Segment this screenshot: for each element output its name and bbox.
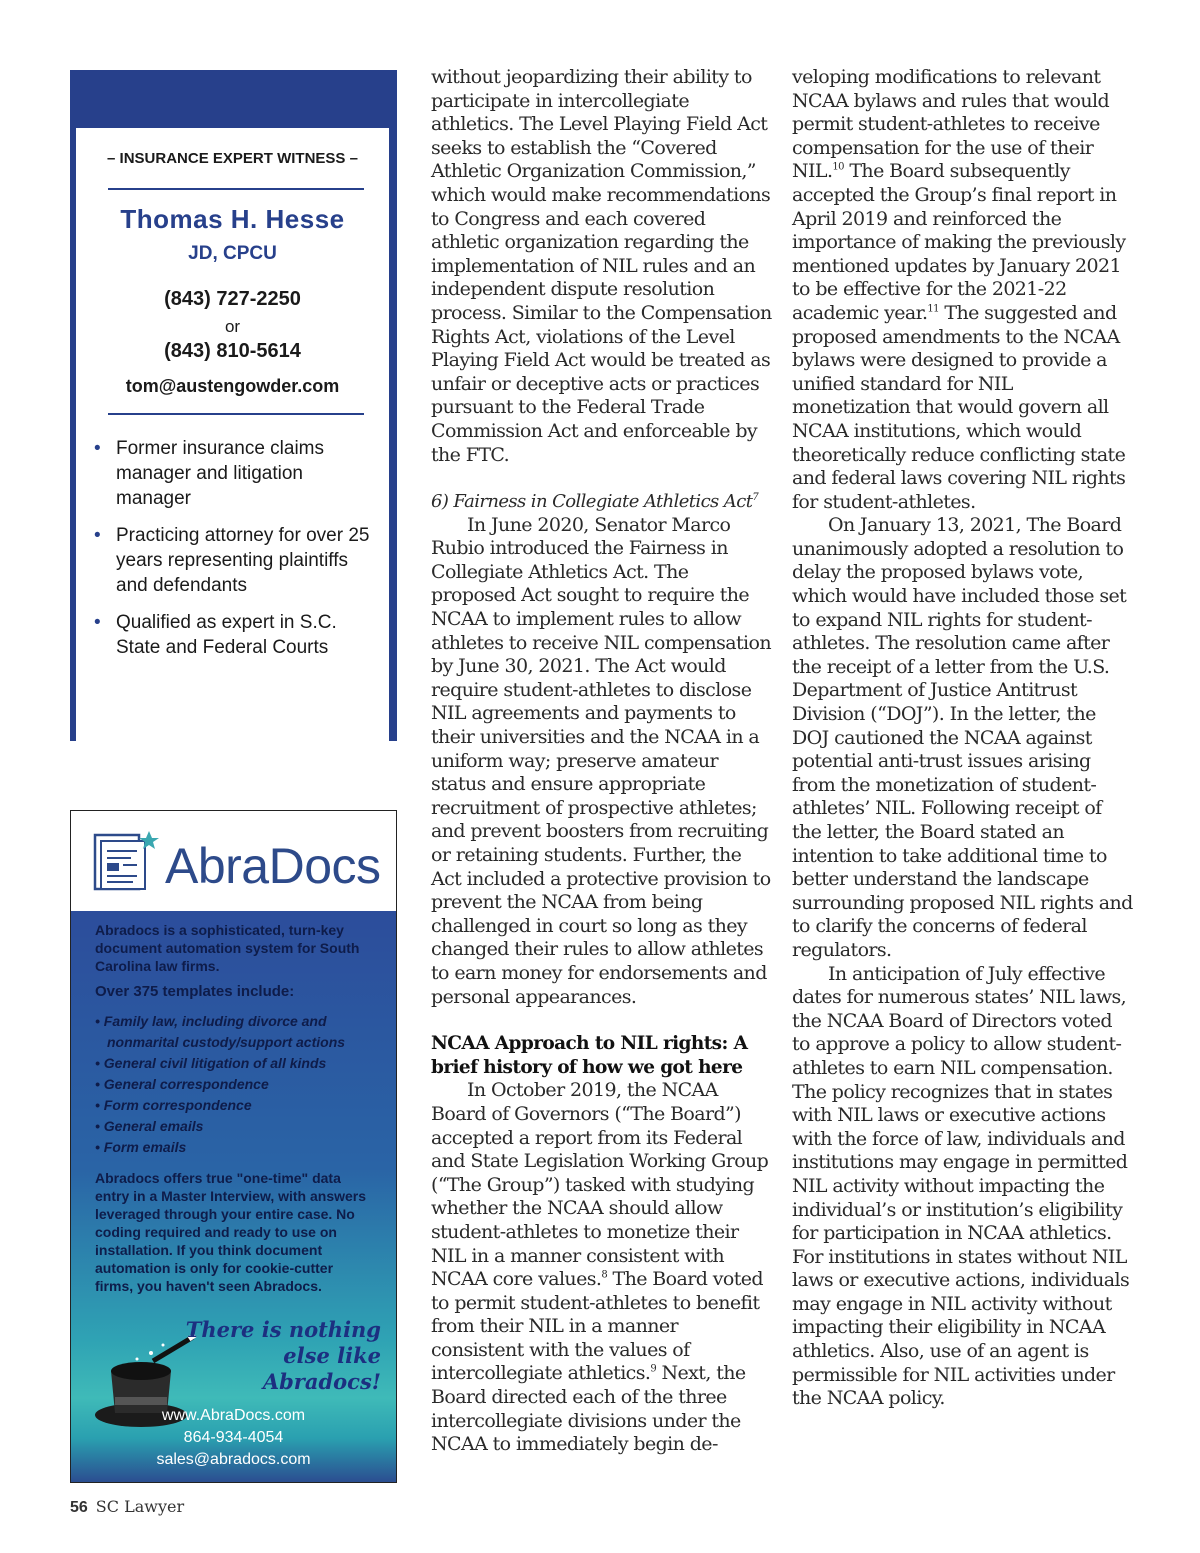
- abradocs-pitch: Abradocs offers true "one-time" data entry in a Master Interview, with answers leveraged through your entire case. No coding required and ready to use on installation. If you think document automation is only for cookie-cutter firms, you haven't seen Abradocs.: [95, 1170, 367, 1294]
- publication-name: SC Lawyer: [95, 1497, 185, 1516]
- list-item: • Qualified as expert in S.C. State and Federal Courts: [94, 612, 337, 658]
- templates-heading: Over 375 templates include:: [95, 983, 295, 1000]
- insurance-ad-panel: [76, 128, 389, 750]
- list-item: • General emails: [95, 1118, 204, 1134]
- abradocs-website[interactable]: www.AbraDocs.com: [161, 1407, 306, 1424]
- article-column-1: [431, 66, 773, 1457]
- page-footer: [70, 1497, 184, 1517]
- qualifications-list: [92, 436, 382, 672]
- list-item: • Family law, including divorce and: [95, 1013, 327, 1029]
- ad-kicker: – INSURANCE EXPERT WITNESS –: [107, 150, 358, 167]
- article-paragraph: In October 2019, the NCAA Board of Governors (“The Board”) accepted a report from its Federal and State Legislation Working Group (“The Group”) tasked with studying whether the NCAA should allow student-athletes to monetize their NIL in a manner consistent with NCAA core values.$^8$ The Board voted to permit student-athletes to benefit from their NIL in a manner consistent with the values of intercollegiate athletics.$^9$ Next, the Board directed each of the three intercollegiate divisions under the NCAA to immediately begin de-: [431, 1079, 769, 1456]
- abradocs-logo-area: [71, 811, 396, 911]
- phone-or: or: [224, 317, 241, 336]
- abradocs-ad: [70, 810, 397, 1483]
- article-paragraph: In June 2020, Senator Marco Rubio introduced the Fairness in Collegiate Athletics Act. The proposed Act sought to require the NCAA to implement rules to allow athletes to receive NIL compensation by June 30, 2021. The Act would require student-athletes to disclose NIL agreements and payments to their universities and the NCAA in a uniform way; preserve amateur status and ensure appropriate recruitment of prospective athletes; and prevent boosters from recruiting or retaining students. Further, the Act included a protective provision to prevent the NCAA from being challenged in court so long as they changed their rules to allow athletes to earn money for endorsements and personal appearances.: [431, 513, 772, 1008]
- phone-primary[interactable]: (843) 727-2250: [164, 288, 301, 310]
- list-item: • General civil litigation of all kinds: [95, 1055, 327, 1071]
- page-number: 56: [70, 1499, 88, 1516]
- article-column-2: [792, 66, 1134, 1411]
- section-heading: NCAA Approach to NIL rights: A brief history of how we got here: [431, 1033, 748, 1078]
- phone-secondary[interactable]: (843) 810-5614: [164, 340, 301, 362]
- abradocs-email[interactable]: sales@abradocs.com: [156, 1451, 311, 1468]
- abradocs-body: [71, 911, 396, 1483]
- list-item: • Former insurance claims manager and litigation manager: [94, 438, 324, 509]
- list-item: • Practicing attorney for over 25 years representing plaintiffs and defendants: [94, 525, 370, 596]
- templates-list: [95, 1011, 385, 1158]
- list-item: • Form emails: [95, 1139, 187, 1155]
- abradocs-logo: AbraDocs: [165, 838, 381, 894]
- footnote-ref[interactable]: 10: [832, 162, 844, 174]
- expert-email[interactable]: tom@austengowder.com: [125, 376, 340, 396]
- abradocs-intro: Abradocs is a sophisticated, turn-key document automation system for South Carolina law firms.: [95, 922, 360, 974]
- article-paragraph: veloping modifications to relevant NCAA bylaws and rules that would permit student-athletes to receive compensation for the use of their NIL.$^{10}$ The Board subsequently accepted the Group’s final report in April 2019 and reinforced the importance of making the previously mentioned updates by January 2021 to be effective for the 2021-22 academic year.$^{11}$ The suggested and proposed amendments to the NCAA bylaws were designed to provide a unified standard for NIL monetization that would govern all NCAA institutions, which would theoretically reduce conflicting state and federal laws covering NIL rights for student-athletes.: [792, 66, 1126, 513]
- article-paragraph: On January 13, 2021, The Board unanimously adopted a resolution to delay the proposed bylaws vote, which would have included those set to expand NIL rights for student-athletes. The resolution came after the receipt of a letter from the U.S. Department of Justice Antitrust Division (“DOJ”). In the letter, the DOJ cautioned the NCAA against potential anti-trust issues arising from the monetization of student-athletes’ NIL. Following receipt of the letter, the Board stated an intention to take additional time to better understand the landscape surrounding proposed NIL rights and to clarify the concerns of federal regulators.: [792, 514, 1133, 961]
- bullet-icon: •: [94, 525, 101, 546]
- expert-credentials: JD, CPCU: [188, 243, 277, 264]
- insurance-expert-ad: [70, 70, 397, 741]
- section-subheading: 6) Fairness in Collegiate Athletics Act$^7$: [431, 491, 759, 513]
- ad-divider: [108, 188, 364, 190]
- slogan-line: else like Abradocs!: [262, 1343, 381, 1394]
- list-item: • General correspondence: [95, 1076, 269, 1092]
- article-paragraph: without jeopardizing their ability to participate in intercollegiate athletics. The Level Playing Field Act seeks to establish the “Covered Athletic Organization Commission,” which would make recommendations to Congress and each covered athletic organization regarding the implementation of NIL rules and an independent dispute resolution process. Similar to the Compensation Rights Act, violations of the Level Playing Field Act would be treated as unfair or deceptive acts or practices pursuant to the Federal Trade Commission Act and enforceable by the FTC.: [431, 66, 772, 466]
- abradocs-phone[interactable]: 864-934-4054: [183, 1429, 284, 1446]
- footnote-ref[interactable]: 8: [601, 1269, 608, 1281]
- abradocs-slogan: [181, 1317, 381, 1395]
- ad-divider: [108, 413, 364, 415]
- footnote-ref[interactable]: 7: [752, 492, 759, 504]
- list-item: nonmarital custody/support actions: [107, 1034, 346, 1050]
- document-icon: [93, 829, 159, 893]
- bullet-icon: •: [94, 438, 101, 459]
- bullet-icon: •: [94, 612, 101, 633]
- list-item: • Form correspondence: [95, 1097, 252, 1113]
- article-paragraph: In anticipation of July effective dates for numerous states’ NIL laws, the NCAA Board of Directors voted to approve a policy to allow student-athletes to earn NIL compensation. The policy recognizes that in states with NIL laws or executive actions with the force of law, individuals and institutions may engage in permitted NIL activity without impacting the individual’s or institution’s eligibility for participation in NCAA athletics. For institutions in states without NIL laws or executive actions, individuals may engage in NIL activity without impacting their eligibility in NCAA athletics. Also, use of an agent is permissible for NIL activities under the NCAA policy.: [792, 962, 1130, 1410]
- expert-name: Thomas H. Hesse: [120, 204, 345, 234]
- footnote-ref[interactable]: 9: [650, 1364, 657, 1376]
- footnote-ref[interactable]: 11: [927, 303, 939, 315]
- slogan-line: There is nothing: [185, 1317, 381, 1342]
